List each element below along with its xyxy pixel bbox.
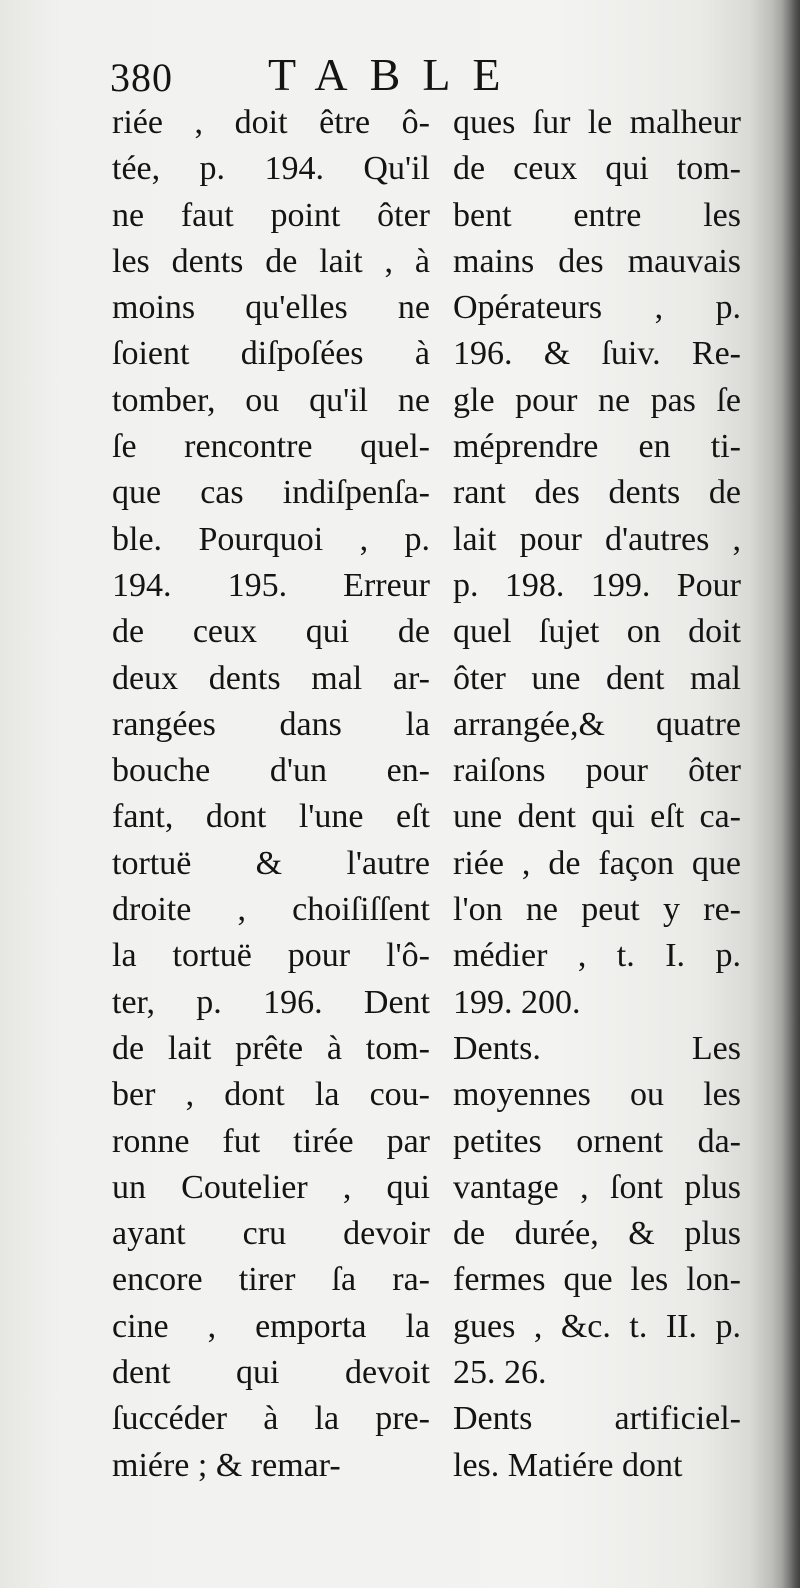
text-line: ſe rencontre quel-	[112, 428, 430, 466]
text-line: l'on ne peut y re-	[453, 891, 741, 929]
text-line: encore tirer ſa ra-	[112, 1261, 430, 1299]
text-line: miére ; & remar-	[112, 1446, 341, 1484]
text-line: dent qui devoit	[112, 1354, 430, 1392]
text-line: lait pour d'autres ,	[453, 520, 741, 558]
text-line: de lait prête à tom-	[112, 1029, 430, 1067]
right-text-column	[453, 100, 741, 1489]
text-line: de durée, & plus	[453, 1215, 741, 1253]
text-line: fermes que les lon-	[453, 1261, 741, 1299]
text-line: la tortuë pour l'ô-	[112, 937, 430, 975]
left-text-column	[112, 100, 430, 1489]
page-number: 380	[110, 55, 173, 100]
text-line: rangées dans la	[112, 705, 430, 743]
text-line: raiſons pour ôter	[453, 752, 741, 790]
text-line: rant des dents de	[453, 474, 741, 512]
binding-gutter	[782, 0, 800, 1588]
text-line: tomber, ou qu'il ne	[112, 381, 430, 419]
text-line: riée , doit être ô-	[112, 104, 430, 141]
text-line: 25. 26.	[453, 1354, 547, 1392]
text-line: ne faut point ôter	[112, 196, 430, 234]
text-line: ter, p. 196. Dent	[112, 983, 430, 1021]
text-line: ber , dont la cou-	[112, 1076, 430, 1114]
text-line: 194. 195. Erreur	[112, 566, 430, 604]
text-line: 196. & ſuiv. Re-	[453, 335, 741, 373]
text-line: ronne fut tirée par	[112, 1122, 430, 1160]
text-line: ſuccéder à la pre-	[112, 1400, 430, 1438]
text-line: ayant cru devoir	[112, 1215, 430, 1253]
text-line: les. Matiére dont	[453, 1446, 683, 1484]
text-line: Opérateurs , p.	[453, 289, 741, 327]
text-line: de ceux qui de	[112, 613, 430, 651]
text-line: que cas indiſpenſa-	[112, 474, 430, 512]
text-line: bouche d'un en-	[112, 752, 430, 790]
text-line: mains des mauvais	[453, 242, 741, 280]
text-line: quel ſujet on doit	[453, 613, 741, 651]
text-line: médier , t. I. p.	[453, 937, 741, 975]
text-line: riée , de façon que	[453, 844, 741, 882]
text-line: fant, dont l'une eſt	[112, 798, 430, 836]
text-line: 199. 200.	[453, 983, 581, 1021]
text-line: arrangée,& quatre	[453, 705, 741, 743]
page-header	[110, 48, 710, 108]
text-line: droite , choiſiſſent	[112, 891, 430, 929]
text-line: méprendre en ti-	[453, 428, 741, 466]
text-line: les dents de lait , à	[112, 242, 430, 280]
text-line: vantage , ſont plus	[453, 1168, 741, 1206]
text-line: deux dents mal ar-	[112, 659, 430, 697]
text-line: tée, p. 194. Qu'il	[112, 150, 430, 188]
text-line: gues , &c. t. II. p.	[453, 1307, 741, 1345]
text-line: bent entre les	[453, 196, 741, 234]
text-line: moyennes ou les	[453, 1076, 741, 1114]
text-line: ble. Pourquoi , p.	[112, 520, 430, 558]
text-line: ſoient diſpoſées à	[112, 335, 430, 373]
text-line: Dents. Les	[453, 1029, 741, 1067]
text-line: tortuë & l'autre	[112, 844, 430, 882]
running-title: TABLE	[268, 49, 523, 100]
text-line: ôter une dent mal	[453, 659, 741, 697]
text-line: ques ſur le malheur	[453, 104, 741, 141]
text-line: petites ornent da-	[453, 1122, 741, 1160]
text-line: une dent qui eſt ca-	[453, 798, 741, 836]
text-line: un Coutelier , qui	[112, 1168, 430, 1206]
text-line: cine , emporta la	[112, 1307, 430, 1345]
text-line: gle pour ne pas ſe	[453, 381, 741, 419]
text-line: de ceux qui tom-	[453, 150, 741, 188]
text-line: Dents artificiel-	[453, 1400, 741, 1438]
text-line: moins qu'elles ne	[112, 289, 430, 327]
text-line: p. 198. 199. Pour	[453, 566, 741, 604]
